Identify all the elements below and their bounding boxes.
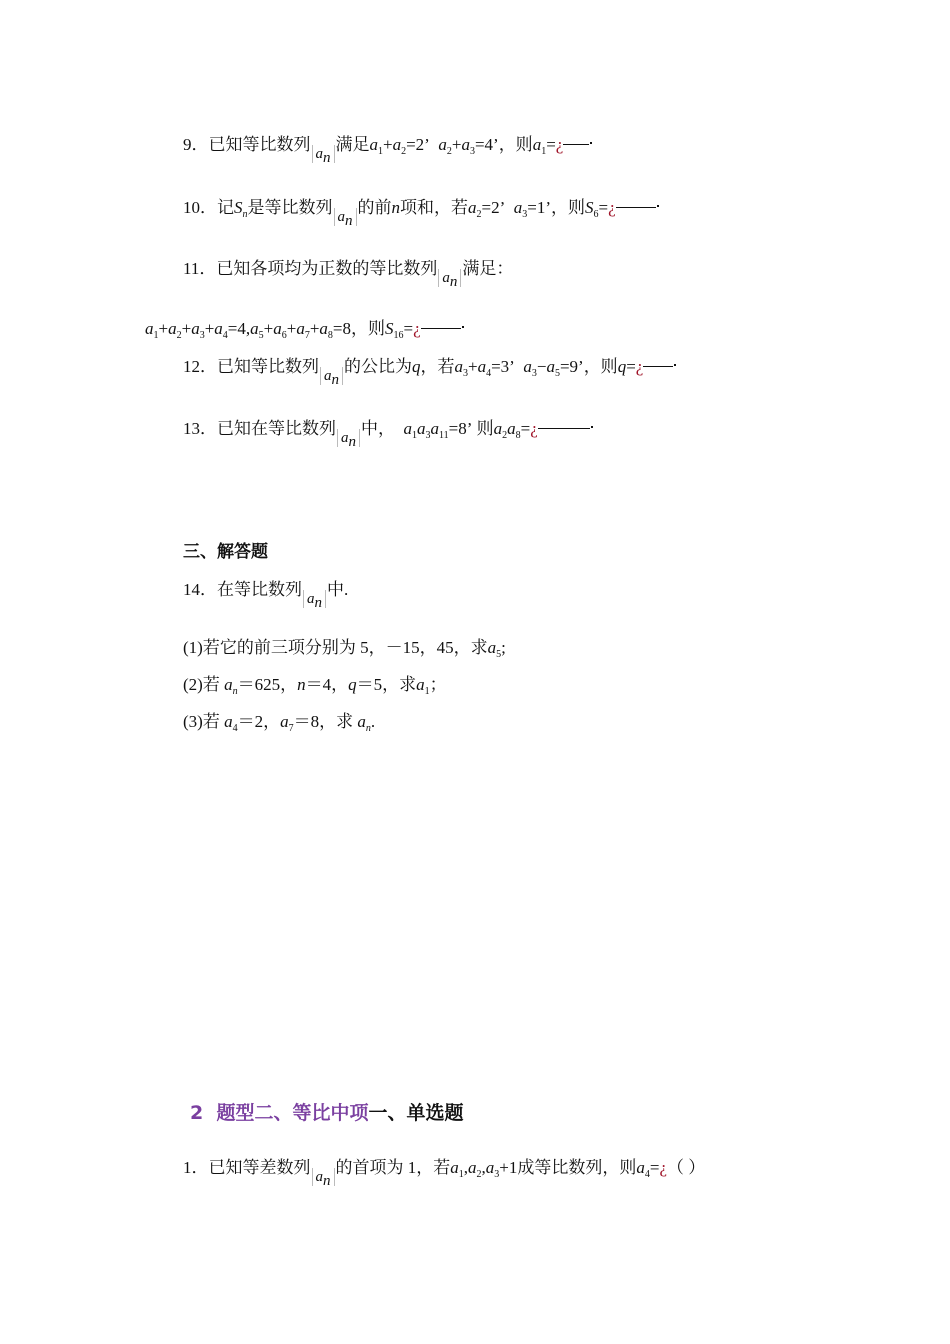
question-13: 13．已知在等比数列 $a_n$中， $a_1a_3a_{11}=8$’ 则$a_2a_8=¿$ bbox=[183, 414, 593, 447]
question-12: 12．已知等比数列 $a_n$的公比为q，若$a_3+a_4=3$’ $a_3-a_5=9$’，则q=¿ bbox=[183, 352, 676, 385]
question-11-condition: $a_1+a_2+a_3+a_4=4,a_5+a_6+a_7+a_8=8$，则$S_{16}=¿$ bbox=[145, 314, 464, 339]
question-14: 14．在等比数列 $a_n$中. bbox=[183, 580, 349, 611]
question-11: 11．已知各项均为正数的等比数列 $a_n$满足： bbox=[183, 259, 514, 290]
section-heading-answers: 三、解答题 bbox=[183, 542, 268, 562]
question-14-part-1: (1)若它的前三项分别为 5，－15，45，求$a_5$; bbox=[183, 638, 506, 660]
question-10: 10．记$S_n$是等比数列 $a_n$的前n项和，若$a_2=2$’ $a_3=1$’，则$S_6=¿$ bbox=[183, 193, 659, 226]
question-14-part-2: (2)若 $a_n=625$，n＝4，q＝5，求$a_1$； bbox=[183, 675, 447, 697]
question-14-part-3: (3)若 $a_4=2$，$a_7=8$，求 $a_n$. bbox=[183, 712, 376, 734]
answer-parentheses: （ ） bbox=[666, 1158, 706, 1177]
section-heading-geometric-mean: 2 题型二、等比中项一、单选题 bbox=[190, 1102, 464, 1124]
question-1: 1．已知等差数列 $a_n$的首项为 1，若$a_1,a_2,a_3+1$成等比数列，则$a_4=¿$（ ） bbox=[183, 1158, 706, 1189]
question-9: 9．已知等比数列 $a_n$满足$a_1+a_2=2$’ $a_2+a_3=4$’，则$a_1=¿$ bbox=[183, 130, 592, 163]
